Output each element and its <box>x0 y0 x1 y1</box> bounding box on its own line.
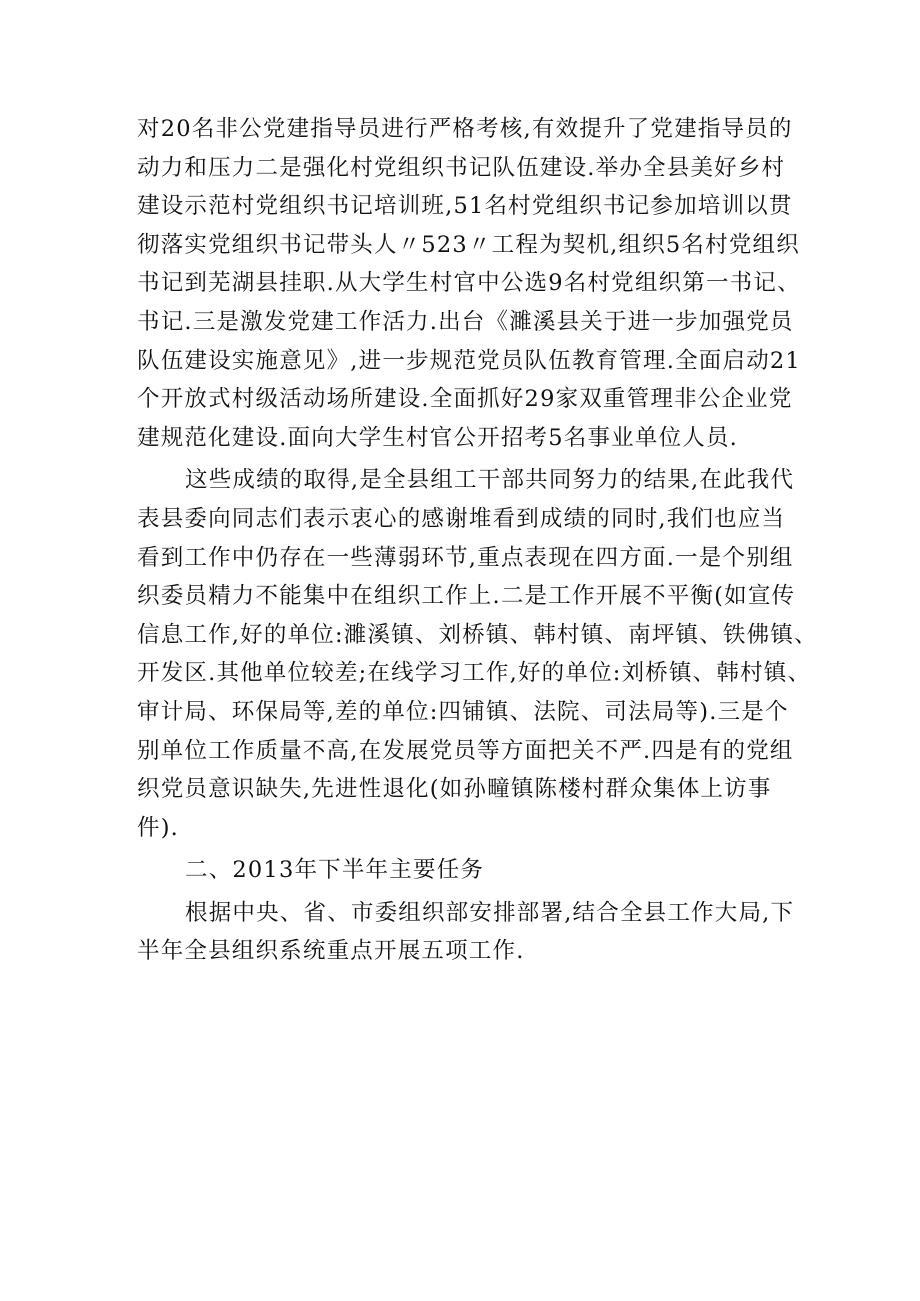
text-line: 根据中央、省、市委组织部安排部署,结合全县工作大局,下 <box>185 899 795 926</box>
text-line: 织党员意识缺失,先进性退化(如孙疃镇陈楼村群众集体上访事 <box>137 776 772 803</box>
section-heading: 二、2013年下半年主要任务 <box>185 857 485 884</box>
paragraph-2 <box>137 461 818 847</box>
text-line: 队伍建设实施意见》,进一步规范党员队伍教育管理.全面启动21 <box>137 347 801 374</box>
text-line: 件). <box>137 814 180 841</box>
paragraph-3 <box>137 894 797 971</box>
text-line: 建设示范村党组织书记培训班,51名村党组织书记参加培训以贯 <box>137 193 793 220</box>
text-line: 彻落实党组织书记带头人〃523〃工程为契机,组织5名村党组织 <box>137 231 800 258</box>
text-line: 信息工作,好的单位:濉溪镇、刘桥镇、韩村镇、南坪镇、铁佛镇、 <box>137 621 818 648</box>
text-line: 表县委向同志们表示衷心的感谢堆看到成绩的同时,我们也应当 <box>137 505 786 532</box>
text-line: 织委员精力不能集中在组织工作上.二是工作开展不平衡(如宣传 <box>137 583 796 610</box>
text-line: 别单位工作质量不高,在发展党员等方面把关不严.四是有的党组 <box>137 737 794 764</box>
text-line: 对20名非公党建指导员进行严格考核,有效提升了党建指导员的 <box>137 116 793 142</box>
document-body <box>137 110 818 971</box>
text-line: 看到工作中仍存在一些薄弱环节,重点表现在四方面.一是个别组 <box>137 544 794 571</box>
text-line: 开发区.其他单位较差;在线学习工作,好的单位:刘桥镇、韩村镇、 <box>137 660 812 687</box>
text-line: 半年全县组织系统重点开展五项工作. <box>137 938 525 965</box>
text-line: 建规范化建设.面向大学生村官公开招考5名事业单位人员. <box>137 424 739 451</box>
paragraph-1 <box>137 110 801 457</box>
text-line: 书记到芜湖县挂职.从大学生村官中公选9名村党组织第一书记、 <box>137 270 801 297</box>
text-line: 书记.三是激发党建工作活力.出台《濉溪县关于进一步加强党员 <box>137 308 794 335</box>
text-line: 个开放式村级活动场所建设.全面抓好29家双重管理非公企业党 <box>137 386 793 413</box>
text-line: 这些成绩的取得,是全县组工干部共同努力的结果,在此我代 <box>185 467 795 494</box>
text-line: 审计局、环保局等,差的单位:四铺镇、法院、司法局等).三是个 <box>137 698 789 725</box>
text-line: 动力和压力二是强化村党组织书记队伍建设.举办全县美好乡村 <box>137 154 786 181</box>
